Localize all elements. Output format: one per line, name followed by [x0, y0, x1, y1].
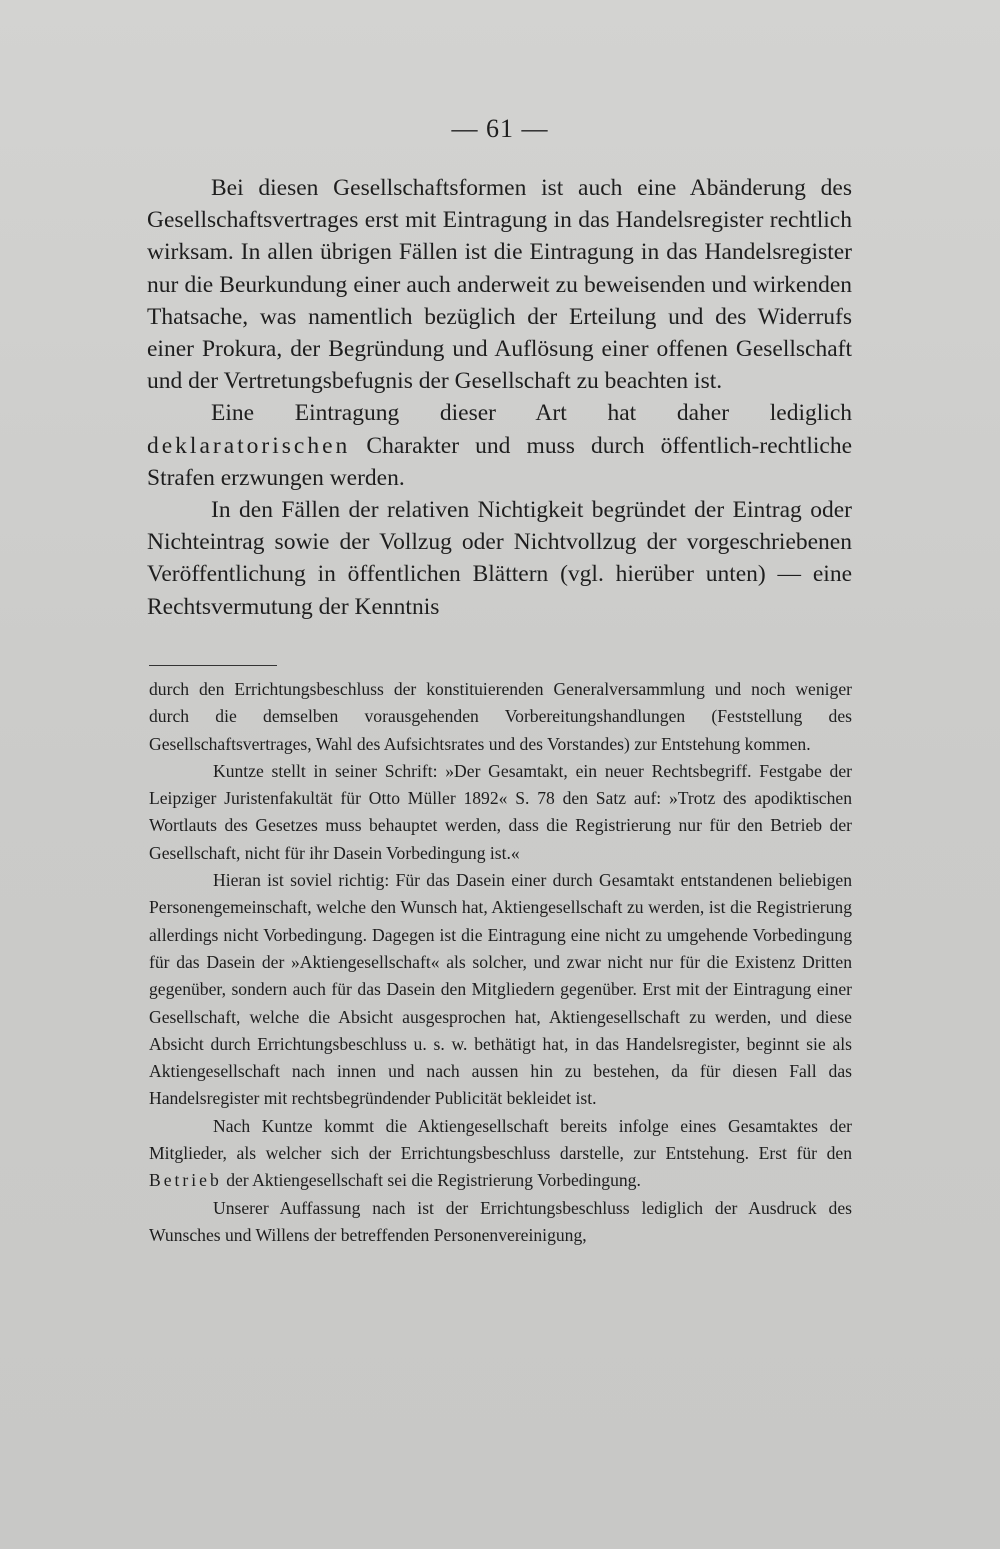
- footnote-continuation: durch den Errichtungsbeschluss der konstituierenden Generalversammlung und noch weniger durch die demselben vorausgehenden Vorbereitungshandlungen (Feststellung des Gesellschaftsvertrages, Wahl des Aufsichtsrates und des Vorstandes) zur Entstehung kommen.: [149, 679, 852, 754]
- paragraph-3: In den Fällen der relativen Nichtigkeit begründet der Eintrag oder Nichteintrag sowie der Vollzug oder Nichtvollzug der vorgeschriebenen Veröffentlichung in öffentlichen Blättern (vgl. hierüber unten) — eine Rechtsvermutung der Kenntnis: [147, 497, 852, 620]
- main-text: [147, 172, 852, 623]
- footnote-4-end: der Aktiengesellschaft sei die Registrierung Vorbedingung.: [221, 1170, 641, 1191]
- footnote-rule: [149, 665, 277, 666]
- footnote-paragraph-nach-kuntze: [149, 1113, 852, 1195]
- paragraph-2-start: Eine Eintragung dieser Art hat daher lediglich: [211, 400, 852, 427]
- paragraph-2: [147, 397, 852, 494]
- footnote-paragraph-kuntze-quote: Kuntze stellt in seiner Schrift: »Der Gesamtakt, ein neuer Rechtsbegriff. Festgabe der Leipziger Juristenfakultät für Otto Müller 1892« S. 78 den Satz auf: »Trotz des apodiktischen Wortlauts des Gesetzes muss behauptet werden, dass die Registrierung nur für den Betrieb der Gesellschaft, nicht für ihr Dasein Vorbedingung ist.«: [149, 760, 852, 863]
- emphasis-deklaratorischen: deklaratorischen: [147, 432, 351, 459]
- footnote-4-start: Nach Kuntze kommt die Aktiengesellschaft bereits infolge eines Gesamtaktes der Mitglieder, als welcher sich der Errichtungsbeschluss darstelle, zur Entstehung. Erst für den: [149, 1115, 852, 1164]
- footnote-paragraph-unserer: Unserer Auffassung nach ist der Errichtungsbeschluss lediglich der Ausdruck des Wunsches und Willens der betreffenden Personenvereinigung,: [149, 1197, 852, 1245]
- paragraph-2-end: Charakter und muss durch öffentlich-rechtliche Strafen erzwungen werden.: [147, 432, 852, 491]
- footnote-paragraph-hieran: Hieran ist soviel richtig: Für das Dasein einer durch Gesamtakt entstandenen beliebigen Personengemeinschaft, welche den Wunsch hat, Aktiengesellschaft zu werden, ist die Registrierung allerdings nicht Vorbedingung. Dagegen ist die Eintragung eine nicht zu umgehende Vorbedingung für das Dasein der »Aktiengesellschaft« als solcher, und zwar nicht nur für die Existenz Dritten gegenüber, sondern auch für das Dasein den Mitgliedern gegenüber. Erst mit der Eintragung einer Gesellschaft, welche die Absicht ausgesprochen hat, Aktiengesellschaft zu werden, und diese Absicht durch Errichtungsbeschluss u. s. w. bethätigt hat, in das Handelsregister, beginnt sie als Aktiengesellschaft nach innen und nach aussen hin zu bestehen, da für diesen Fall das Handelsregister mit rechtsbegründender Publicität bekleidet ist.: [149, 870, 852, 1109]
- emphasis-betrieb: Betrieb: [149, 1170, 222, 1191]
- footnotes: [149, 676, 852, 1249]
- paragraph-1: Bei diesen Gesellschaftsformen ist auch eine Abänderung des Gesellschaftsvertrages erst mit Eintragung in das Handelsregister rechtlich wirksam. In allen übrigen Fällen ist die Eintragung in das Handelsregister nur die Beurkundung einer auch anderweit zu beweisenden und wirkenden Thatsache, was namentlich bezüglich der Erteilung und des Widerrufs einer Prokura, der Begründung und Auflösung einer offenen Gesellschaft und der Vertretungsbefugnis der Gesellschaft zu beachten ist.: [147, 175, 852, 395]
- page-number: — 61 —: [451, 114, 549, 143]
